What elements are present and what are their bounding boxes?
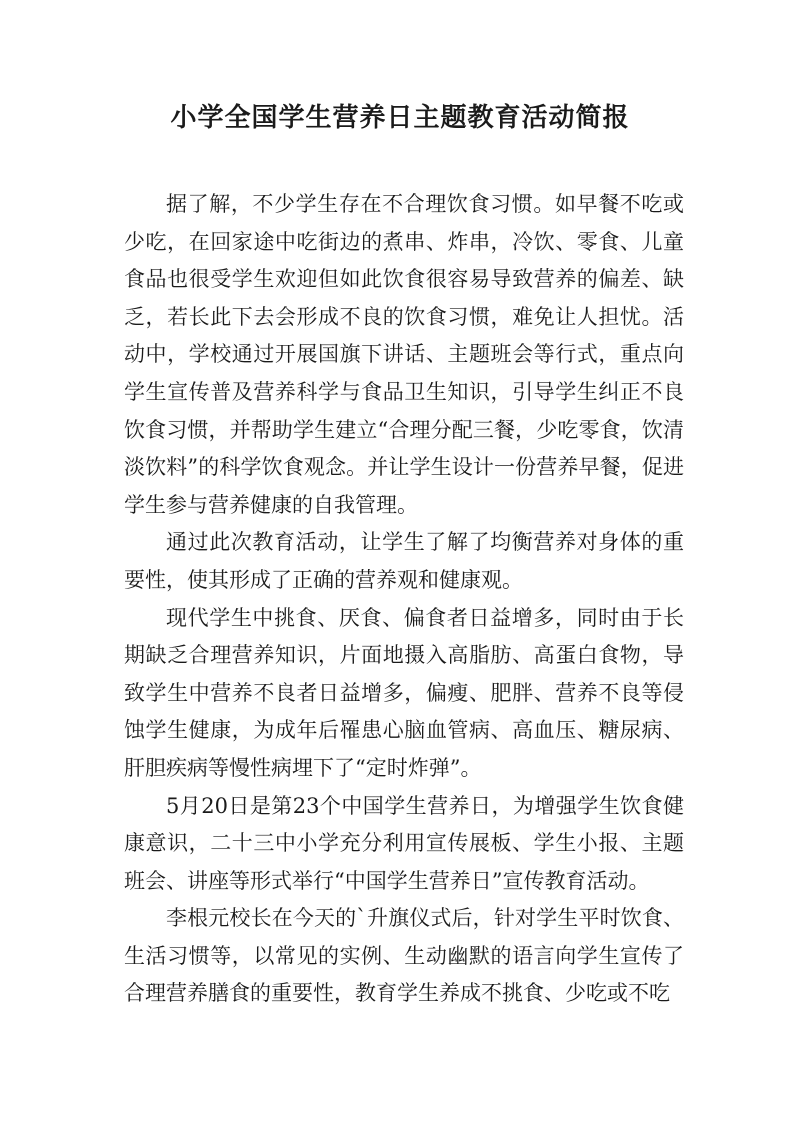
paragraph: 现代学生中挑食、厌食、偏食者日益增多，同时由于长期缺乏合理营养知识，片面地摄入高脂肪、高蛋白食物，导致学生中营养不良者日益增多，偏瘦、肥胖、营养不良等侵蚀学生健康，为成年后罹患心脑血管病、高血压、糖尿病、肝胆疾病等慢性病埋下了“定时炸弹”。 [124, 605, 684, 780]
paragraph: 据了解，不少学生存在不合理饮食习惯。如早餐不吃或少吃，在回家途中吃街边的煮串、炸串，冷饮、零食、儿童食品也很受学生欢迎但如此饮食很容易导致营养的偏差、缺乏，若长此下去会形成不良的饮食习惯，难免让人担忧。活动中，学校通过开展国旗下讲话、主题班会等行式，重点向学生宣传普及营养科学与食品卫生知识，引导学生纠正不良饮食习惯，并帮助学生建立“合理分配三餐，少吃零食，饮清淡饮料”的科学饮食观念。并让学生设计一份营养早餐，促进学生参与营养健康的自我管理。 [124, 192, 684, 517]
paragraph: 通过此次教育活动，让学生了解了均衡营养对身体的重要性，使其形成了正确的营养观和健康观。 [124, 530, 684, 592]
document-title: 小学全国学生营养日主题教育活动简报 [170, 103, 630, 133]
document-body [124, 186, 684, 1013]
paragraph: 李根元校长在今天的`升旗仪式后，针对学生平时饮食、生活习惯等，以常见的实例、生动幽默的语言向学生宣传了合理营养膳食的重要性，教育学生养成不挑食、少吃或不吃 [124, 906, 684, 1006]
paragraph: 5月20日是第23个中国学生营养日，为增强学生饮食健康意识，二十三中小学充分利用宣传展板、学生小报、主题班会、讲座等形式举行“中国学生营养日”宣传教育活动。 [124, 793, 684, 893]
